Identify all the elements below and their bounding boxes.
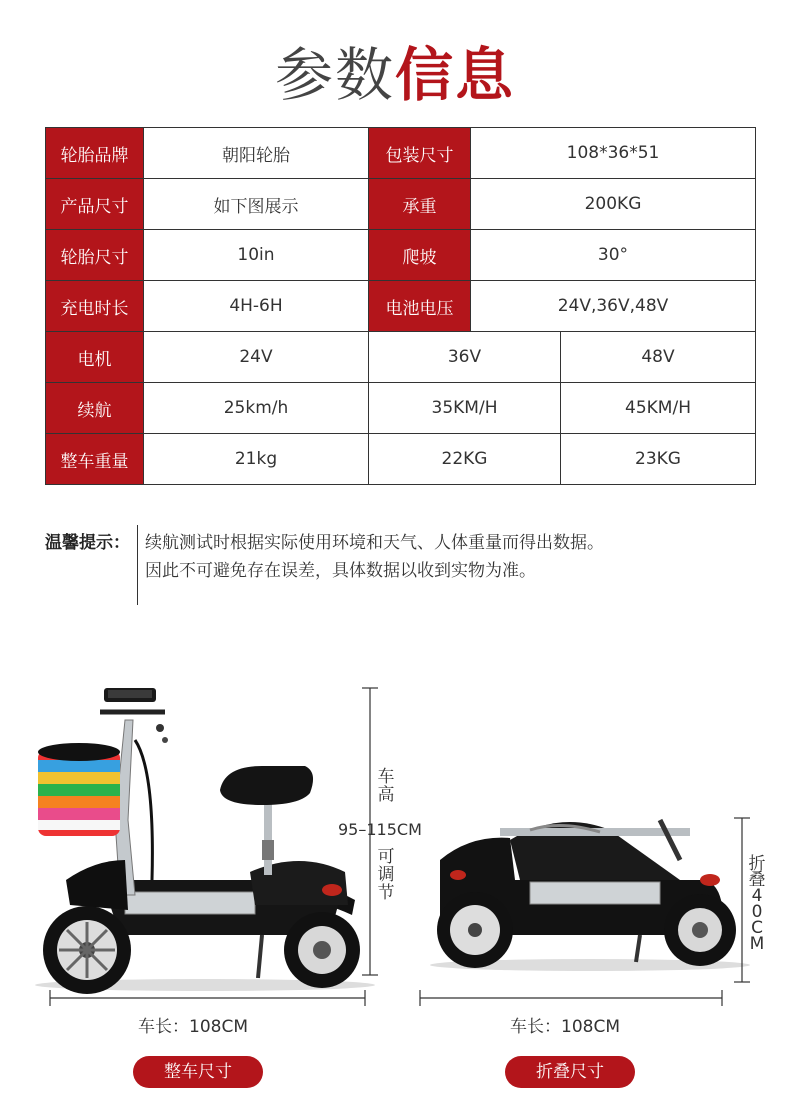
full-size-button[interactable]: 整车尺寸 bbox=[133, 1056, 263, 1088]
spec-value: 如下图展示 bbox=[144, 179, 369, 230]
scooter-folded-image bbox=[430, 820, 750, 971]
folded-size-button[interactable]: 折叠尺寸 bbox=[505, 1056, 635, 1088]
spec-value: 10in bbox=[144, 230, 369, 281]
spec-value: 4H-6H bbox=[144, 281, 369, 332]
length-dimension-line-right bbox=[420, 990, 722, 1006]
folded-label-char: 0 bbox=[751, 902, 763, 922]
spec-label: 产品尺寸 bbox=[46, 179, 144, 230]
spec-value: 30° bbox=[471, 230, 756, 281]
spec-value: 45KM/H bbox=[561, 383, 756, 434]
spec-label: 整车重量 bbox=[46, 434, 144, 485]
spec-label: 续航 bbox=[46, 383, 144, 434]
spec-label: 轮胎尺寸 bbox=[46, 230, 144, 281]
folded-label-char: 叠 bbox=[748, 870, 766, 890]
spec-value: 108*36*51 bbox=[471, 128, 756, 179]
spec-value: 24V bbox=[144, 332, 369, 383]
spec-label: 充电时长 bbox=[46, 281, 144, 332]
notice-line-2: 因此不可避免存在误差，具体数据以收到实物为准。 bbox=[145, 561, 536, 581]
height-label-top bbox=[377, 768, 395, 804]
scooter-full-image bbox=[35, 688, 375, 994]
notice-line-1: 续航测试时根据实际使用环境和天气、人体重量而得出数据。 bbox=[145, 533, 604, 553]
height-label-char: 车 bbox=[377, 767, 395, 787]
spec-label: 轮胎品牌 bbox=[46, 128, 144, 179]
spec-value: 48V bbox=[561, 332, 756, 383]
spec-value: 36V bbox=[369, 332, 561, 383]
title-part1: 参数 bbox=[274, 41, 395, 109]
height-label-char: 调 bbox=[377, 865, 395, 885]
height-label-char: 可 bbox=[377, 847, 395, 867]
spec-label: 包装尺寸 bbox=[369, 128, 471, 179]
spec-label: 电机 bbox=[46, 332, 144, 383]
title-part2: 信息 bbox=[395, 41, 516, 109]
folded-label-char: M bbox=[749, 934, 765, 954]
spec-value: 35KM/H bbox=[369, 383, 561, 434]
spec-label: 电池电压 bbox=[369, 281, 471, 332]
folded-label-char: 折 bbox=[748, 854, 766, 874]
spec-value: 朝阳轮胎 bbox=[144, 128, 369, 179]
height-label-char: 节 bbox=[377, 883, 395, 903]
height-label-char: 高 bbox=[377, 785, 395, 805]
length-label-right: 车长：108CM bbox=[510, 1017, 620, 1037]
spec-value: 200KG bbox=[471, 179, 756, 230]
height-label-bottom bbox=[377, 848, 395, 902]
notice-label: 温馨提示： bbox=[45, 533, 130, 553]
spec-value: 22KG bbox=[369, 434, 561, 485]
spec-value: 24V,36V,48V bbox=[471, 281, 756, 332]
spec-label: 爬坡 bbox=[369, 230, 471, 281]
folded-height-label bbox=[748, 856, 766, 952]
spec-value: 23KG bbox=[561, 434, 756, 485]
spec-value: 25km/h bbox=[144, 383, 369, 434]
folded-label-char: C bbox=[751, 918, 763, 938]
folded-label-char: 4 bbox=[751, 886, 763, 906]
height-value: 95–115CM bbox=[338, 820, 422, 839]
spec-value: 21kg bbox=[144, 434, 369, 485]
spec-label: 承重 bbox=[369, 179, 471, 230]
length-label-left: 车长：108CM bbox=[138, 1017, 248, 1037]
